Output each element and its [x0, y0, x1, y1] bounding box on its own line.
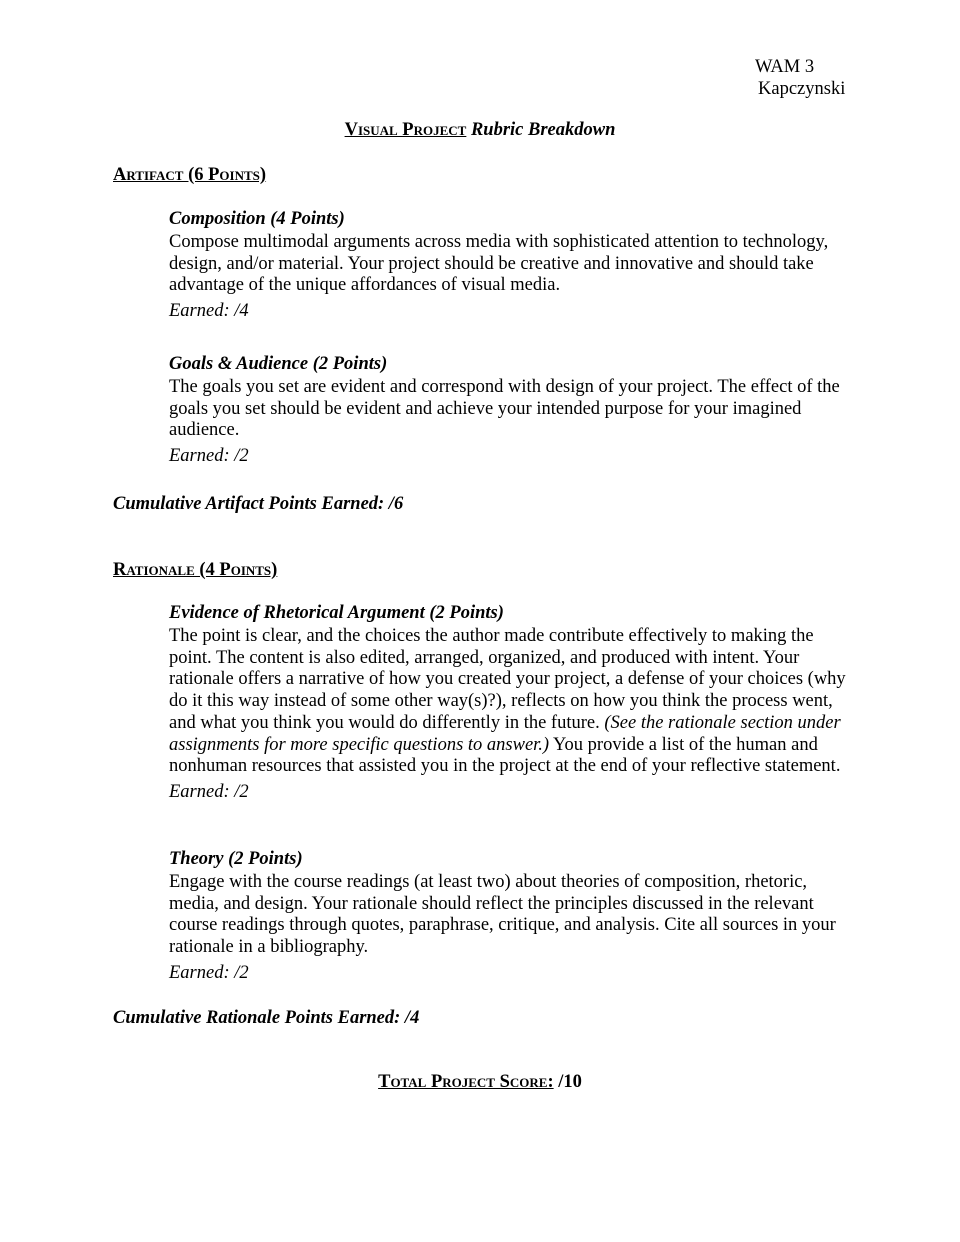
- item-title: Theory (2 Points): [169, 849, 303, 869]
- description-text: The point is clear, and the choices the author made contribute effectively to making the point. The content is also edited, arranged, organized, and produced with intent. Your rationale offers a narrative of how you created your project, a defense of your choices (why do it this way instead of some other way(s)?), reflects on how you think the process went, and what you think you would do differently in the future.: [169, 626, 846, 733]
- item-description: Compose multimodal arguments across media with sophisticated attention to technology, design, and/or material. Your project should be creative and innovative and should take advantage of the unique affordances of visual media.: [169, 232, 829, 296]
- item-title: Composition (4 Points): [169, 209, 345, 229]
- item-earned: Earned: /2: [169, 962, 249, 983]
- document-title: [0, 120, 960, 141]
- description-italic-note: (See the rationale section under assignments for more specific questions to answer.): [169, 712, 841, 755]
- total-label: Total Project Score:: [378, 1072, 554, 1092]
- item-description: The goals you set are evident and correspond with design of your project. The effect of the goals you set should be evident and achieve your intended purpose for your imagined audience.: [169, 377, 840, 441]
- description-text: You provide a list of the human and nonhuman resources that assisted you in the project at the end of your reflective statement.: [169, 734, 841, 777]
- title-italic: Rubric Breakdown: [466, 120, 616, 140]
- item-description: Engage with the course readings (at least two) about theories of composition, rhetoric, media, and design. Your rationale should reflect the principles discussed in the relevant course readings through quotes, paraphrase, critique, and analysis. Cite all sources in your rationale in a bibliography.: [169, 872, 836, 958]
- rationale-heading: Rationale (4 Points): [113, 560, 278, 580]
- item-description: [169, 626, 859, 778]
- total-project-score: [0, 1072, 960, 1093]
- item-title: Evidence of Rhetorical Argument (2 Points): [169, 603, 504, 623]
- instructor-name: Kapczynski: [758, 79, 846, 99]
- rubric-item-rhetorical-argument: [169, 602, 859, 803]
- item-earned: Earned: /4: [169, 301, 249, 322]
- item-earned: Earned: /2: [169, 781, 249, 802]
- item-earned: Earned: /2: [169, 446, 249, 467]
- rationale-cumulative: Cumulative Rationale Points Earned: /4: [113, 1008, 420, 1028]
- course-label: WAM 3: [755, 57, 815, 77]
- rubric-item-goals-audience: [169, 353, 859, 467]
- total-value: /10: [553, 1072, 582, 1092]
- rubric-item-composition: [169, 208, 859, 322]
- rubric-item-theory: [169, 848, 859, 984]
- artifact-heading: Artifact (6 Points): [113, 165, 267, 185]
- title-smallcaps: Visual Project: [344, 120, 467, 140]
- artifact-cumulative: Cumulative Artifact Points Earned: /6: [113, 494, 404, 514]
- item-title: Goals & Audience (2 Points): [169, 354, 388, 374]
